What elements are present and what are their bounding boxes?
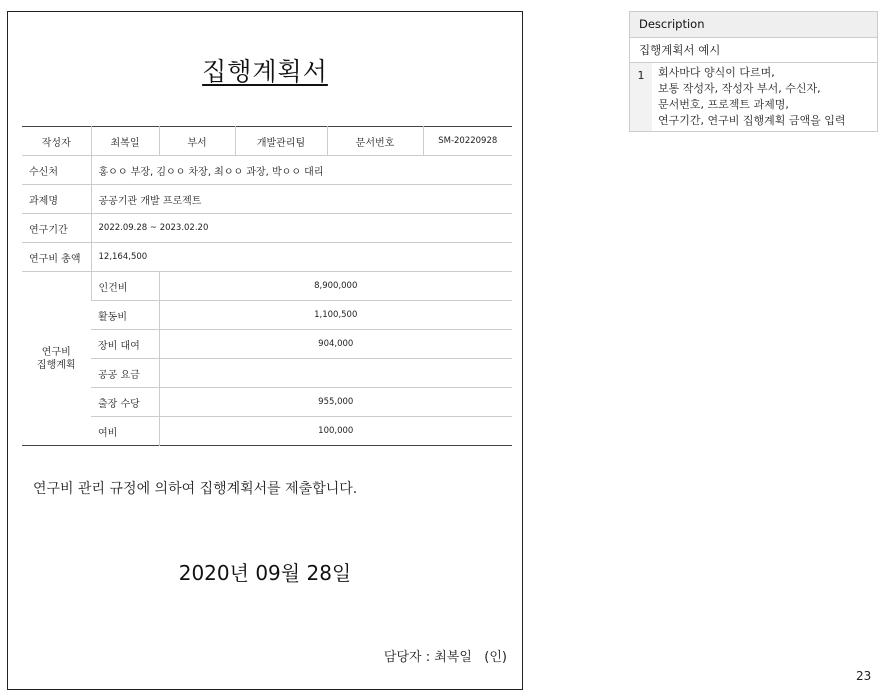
date-year: 2020 — [178, 561, 230, 585]
plan-row — [22, 359, 512, 388]
date-day-unit: 일 — [331, 561, 352, 585]
form-table — [22, 126, 512, 446]
plan-item-amount: 1,100,500 — [159, 301, 512, 330]
date-day: 28 — [306, 561, 332, 585]
submission-statement: 연구비 관리 규정에 의하여 집행계획서를 제출합니다. — [33, 481, 358, 497]
description-item-number: 1 — [630, 63, 652, 131]
table-row — [22, 214, 512, 243]
plan-item-name: 공공 요금 — [91, 359, 159, 388]
plan-row — [22, 388, 512, 417]
recipient-value: 홍ㅇㅇ 부장, 김ㅇㅇ 차장, 최ㅇㅇ 과장, 박ㅇㅇ 대리 — [91, 156, 512, 185]
project-label: 과제명 — [22, 185, 91, 214]
plan-item-name: 장비 대여 — [91, 330, 159, 359]
plan-item-amount: 100,000 — [159, 417, 512, 446]
dept-label: 부서 — [159, 127, 235, 156]
signature-line: 담당자 : 최복일 (인) — [383, 650, 507, 665]
project-value: 공공기관 개발 프로젝트 — [91, 185, 512, 214]
plan-item-amount — [159, 359, 512, 388]
plan-label-line2: 집행계획 — [36, 359, 76, 371]
table-row — [22, 156, 512, 185]
plan-label-line1: 연구비 — [41, 346, 71, 358]
page-number: 23 — [856, 669, 872, 683]
period-value: 2022.09.28 ~ 2023.02.20 — [91, 214, 512, 243]
description-item-text: 회사마다 양식이 다르며, 보통 작성자, 작성자 부서, 수신자, 문서번호, 프로젝트 과제명, 연구기간, 연구비 집행계획 금액을 입력 — [658, 66, 846, 127]
plan-item-name: 출장 수당 — [91, 388, 159, 417]
date-year-unit: 년 — [229, 561, 249, 585]
plan-row — [22, 301, 512, 330]
date-month-unit: 월 — [280, 561, 301, 585]
document-page — [7, 11, 523, 690]
docno-label: 문서번호 — [327, 127, 423, 156]
table-row — [22, 243, 512, 272]
description-item — [630, 63, 877, 131]
plan-row — [22, 417, 512, 446]
author-label: 작성자 — [41, 137, 71, 149]
plan-item-amount: 8,900,000 — [159, 272, 512, 301]
description-panel — [629, 11, 878, 132]
plan-item-amount: 955,000 — [159, 388, 512, 417]
plan-item-name: 여비 — [91, 417, 159, 446]
author-value: 최복일 — [91, 127, 159, 156]
plan-item-name: 활동비 — [91, 301, 159, 330]
period-label: 연구기간 — [22, 214, 91, 243]
document-date — [8, 557, 522, 586]
total-label: 연구비 총액 — [22, 243, 91, 272]
table-row — [22, 185, 512, 214]
plan-label — [22, 272, 91, 446]
plan-item-amount: 904,000 — [159, 330, 512, 359]
description-header: Description — [630, 12, 877, 38]
dept-value: 개발관리팀 — [235, 127, 327, 156]
plan-row — [22, 330, 512, 359]
plan-item-name: 인건비 — [91, 272, 159, 301]
recipient-label: 수신처 — [22, 156, 91, 185]
header-row — [22, 127, 512, 156]
document-title: 집행계획서 — [202, 57, 328, 86]
plan-row — [22, 272, 512, 301]
date-month: 09 — [255, 561, 281, 585]
total-value: 12,164,500 — [91, 243, 512, 272]
description-subtitle: 집행계획서 예시 — [630, 38, 877, 63]
docno-value: SM-20220928 — [423, 127, 512, 156]
